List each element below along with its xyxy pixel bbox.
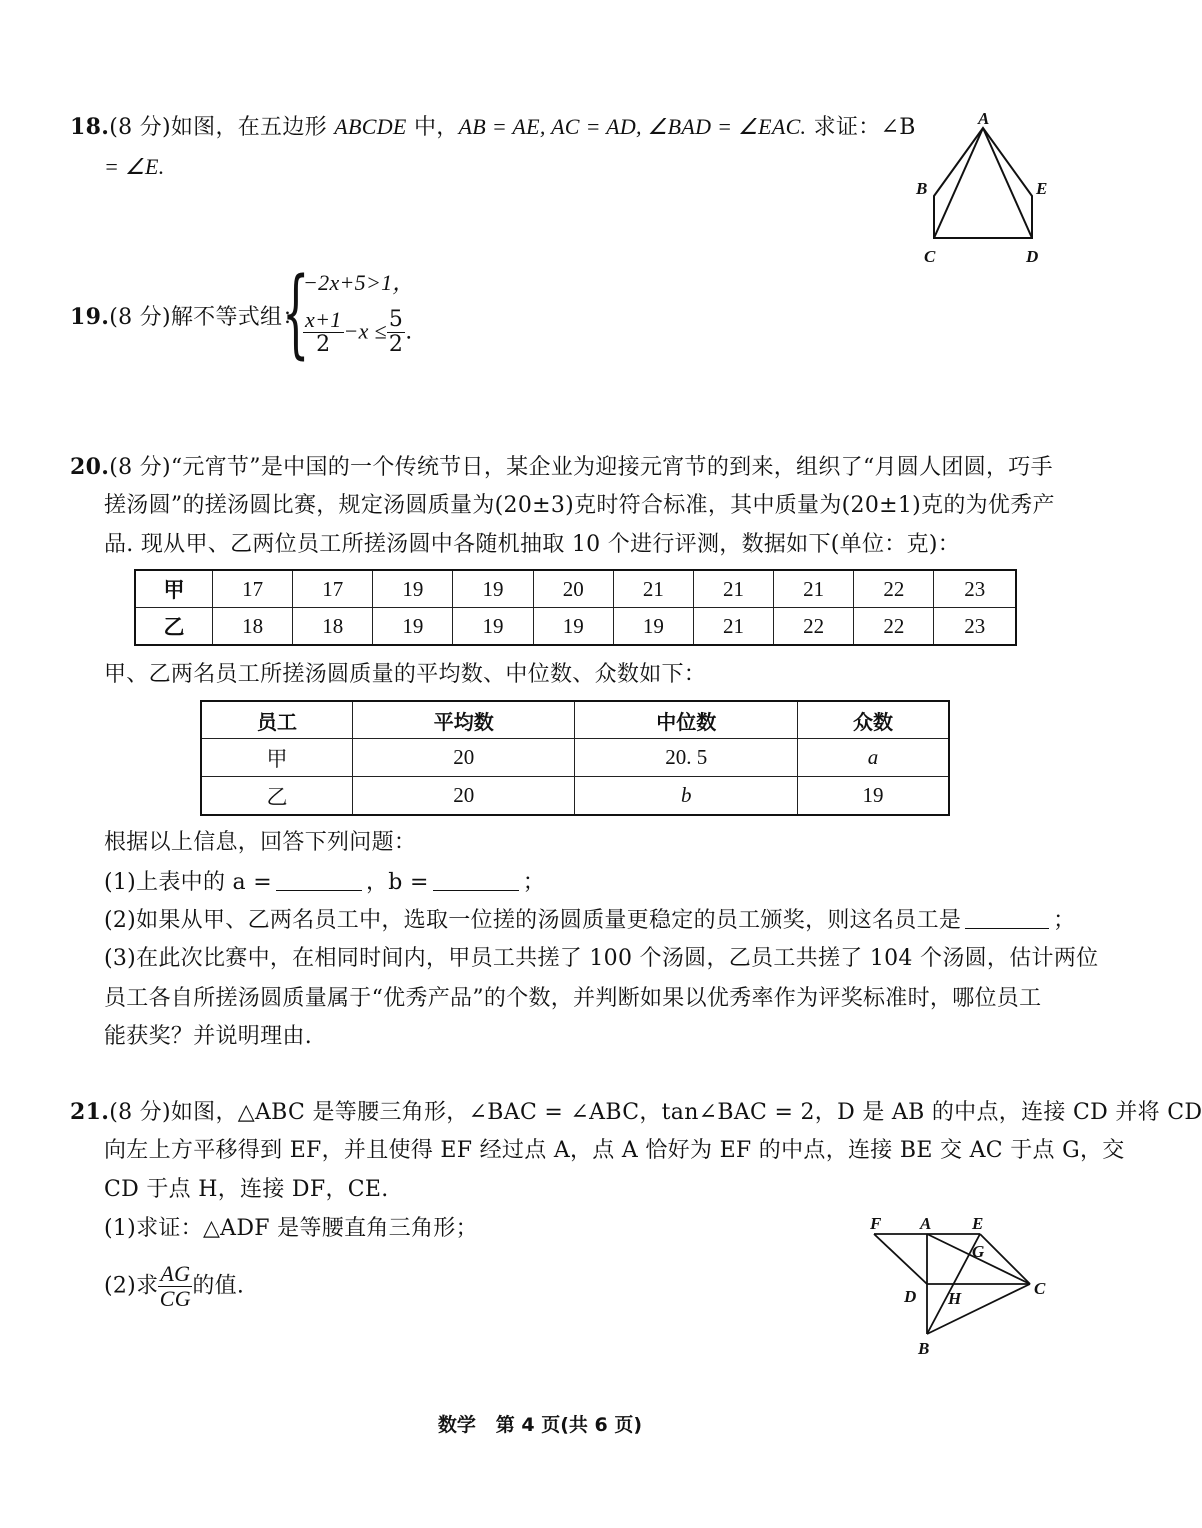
segment-EC — [980, 1234, 1030, 1284]
q20-stats-intro: 甲、乙两名员工所搓汤圆质量的平均数、中位数、众数如下： — [104, 662, 707, 687]
header-mean: 平均数 — [352, 701, 575, 739]
q21-line2: 向左上方平移得到 EF，并且使得 EF 经过点 A，点 A 恰好为 EF 的中点，连接 BE 交 AC 于点 G，交 — [104, 1138, 1125, 1163]
table-cell: a — [798, 739, 949, 777]
table-cell: b — [575, 777, 798, 816]
q20-p1-b: ，b = — [366, 870, 429, 895]
q19-end: . — [405, 319, 413, 345]
q19-mid: −x ≤ — [343, 318, 387, 344]
header-employee: 员工 — [201, 701, 352, 739]
q18-line1 — [70, 112, 916, 143]
q20-p1-end: ； — [522, 870, 546, 895]
q18-text-a: 如图，在五边形 — [170, 115, 327, 140]
q20-text-1: “元宵节”是中国的一个传统节日，某企业为迎接元宵节的到来，组织了“月圆人团圆，巧手 — [170, 455, 1053, 480]
q21-number: 21. — [70, 1099, 110, 1125]
q20-part1 — [104, 868, 545, 898]
footer-subject: 数学 — [437, 1414, 476, 1436]
q20-number: 20. — [70, 454, 110, 480]
q21-p2-pre: (2)求 — [104, 1273, 159, 1299]
table-cell: 21 — [693, 570, 773, 608]
q19-line — [70, 302, 305, 333]
q21-frac-denominator: CG — [159, 1286, 191, 1311]
q18-text-b: 中， — [413, 115, 459, 140]
q19-text: 解不等式组： — [170, 305, 305, 330]
q18-text-c: 求证：∠B — [813, 115, 916, 140]
table-cell: 19 — [453, 570, 533, 608]
table-row — [135, 608, 1016, 646]
q20-line3: 品. 现从甲、乙两位员工所搓汤圆中各随机抽取 10 个进行评测，数据如下(单位：克)： — [104, 532, 961, 557]
table-cell: 22 — [854, 608, 934, 646]
label-E: E — [1036, 179, 1048, 198]
label-A: A — [920, 1214, 932, 1233]
q19-frac2-denominator: 2 — [388, 332, 404, 357]
label-F: F — [870, 1214, 882, 1233]
page-footer — [0, 1410, 1080, 1437]
table-cell: 19 — [373, 608, 453, 646]
table-row — [135, 570, 1016, 608]
q21-line1 — [70, 1097, 1202, 1128]
q19-score: (8 分) — [109, 305, 171, 330]
table-row — [201, 777, 949, 816]
table-header-row — [201, 701, 949, 739]
table-cell: 19 — [798, 777, 949, 816]
label-B: B — [918, 1339, 930, 1358]
label-A: A — [978, 109, 990, 128]
q18-number: 18. — [70, 114, 110, 140]
table-cell: 17 — [213, 570, 293, 608]
label-H: H — [948, 1289, 962, 1308]
q21-text-1: 如图，△ABC 是等腰三角形，∠BAC = ∠ABC，tan∠BAC = 2，D 是 AB 的中点，连接 CD 并将 CD — [170, 1100, 1202, 1125]
header-mode: 众数 — [798, 701, 949, 739]
q19-fraction-2 — [387, 308, 405, 357]
q18-conclusion: = ∠E. — [104, 154, 165, 179]
q21-p2-post: 的值. — [192, 1273, 245, 1299]
q20-part2 — [104, 906, 1075, 936]
table-cell: 21 — [613, 570, 693, 608]
table-cell: 19 — [533, 608, 613, 646]
q20-line1 — [70, 452, 1053, 483]
table-cell: 21 — [774, 570, 854, 608]
table-cell: 20 — [533, 570, 613, 608]
answer-blank-b[interactable] — [433, 870, 519, 891]
table-cell: 23 — [934, 608, 1016, 646]
q19-number: 19. — [70, 304, 110, 330]
answer-blank-employee[interactable] — [965, 908, 1049, 929]
q21-frac-numerator: AG — [160, 1261, 191, 1286]
segment-AC — [934, 128, 983, 238]
label-G: G — [972, 1242, 985, 1261]
q19-ineq1-text: −2x+5>1， — [303, 270, 415, 295]
q18-line2 — [104, 152, 165, 183]
stats-table — [200, 700, 950, 816]
table-cell: 乙 — [201, 777, 352, 816]
triangle-figure — [862, 1212, 1062, 1362]
answer-blank-a[interactable] — [276, 870, 362, 891]
q19-fraction-1 — [303, 308, 344, 357]
segment-BC — [927, 1284, 1030, 1334]
table-cell: 18 — [213, 608, 293, 646]
label-C: C — [1034, 1279, 1046, 1298]
q19-inequality-1 — [303, 268, 415, 299]
system-brace: { — [282, 257, 310, 369]
table-cell: 22 — [774, 608, 854, 646]
table-cell: 22 — [854, 570, 934, 608]
table-cell: 20 — [352, 777, 575, 816]
pentagon-figure — [912, 109, 1052, 272]
q21-fraction — [158, 1262, 192, 1311]
q20-part3-line3: 能获奖？并说明理由. — [104, 1024, 312, 1049]
table-cell: 21 — [693, 608, 773, 646]
q19-frac1-denominator: 2 — [316, 332, 331, 357]
segment-AD — [983, 128, 1032, 238]
q20-p1-a: (1)上表中的 a = — [104, 870, 272, 895]
q19-frac2-numerator: 5 — [388, 307, 404, 332]
q20-part3-line2: 员工各自所搓汤圆质量属于“优秀产品”的个数，并判断如果以优秀率作为评奖标准时，哪位员工 — [104, 986, 1042, 1011]
label-D: D — [1026, 247, 1039, 266]
table-cell: 19 — [453, 608, 533, 646]
q20-p2-end: ； — [1053, 908, 1076, 933]
table-cell: 20 — [352, 739, 575, 777]
segment-FD — [874, 1234, 927, 1284]
header-median: 中位数 — [575, 701, 798, 739]
q18-conditions: AB = AE, AC = AD, ∠BAD = ∠EAC. — [458, 114, 807, 139]
q20-prompt: 根据以上信息，回答下列问题： — [104, 830, 417, 855]
q19-inequality-2 — [303, 308, 413, 357]
q20-p2-text: (2)如果从甲、乙两名员工中，选取一位搓的汤圆质量更稳定的员工颁奖，则这名员工是 — [104, 908, 962, 933]
label-E: E — [972, 1214, 984, 1233]
q21-part2 — [104, 1262, 244, 1311]
q18-score: (8 分) — [109, 115, 171, 140]
q21-part1: (1)求证：△ADF 是等腰直角三角形； — [104, 1216, 478, 1241]
label-C: C — [924, 247, 936, 266]
q20-score: (8 分) — [109, 455, 171, 480]
table-row — [201, 739, 949, 777]
table-cell: 19 — [373, 570, 453, 608]
q20-part3-line1: (3)在此次比赛中，在相同时间内，甲员工共搓了 100 个汤圆，乙员工共搓了 104 个汤圆，估计两位 — [104, 946, 1099, 971]
q21-line3: CD 于点 H，连接 DF，CE. — [104, 1177, 389, 1202]
table-cell: 19 — [613, 608, 693, 646]
q20-line2: 搓汤圆”的搓汤圆比赛，规定汤圆质量为(20±3)克时符合标准，其中质量为(20±1)克的为优秀产 — [104, 493, 1055, 518]
table-cell: 20. 5 — [575, 739, 798, 777]
q21-score: (8 分) — [109, 1100, 171, 1125]
label-D: D — [904, 1287, 917, 1306]
label-B: B — [916, 179, 928, 198]
q19-frac1-numerator: x+1 — [305, 307, 342, 332]
row-label-jia: 甲 — [135, 570, 213, 608]
table-cell: 23 — [934, 570, 1016, 608]
mass-data-table — [134, 569, 1017, 646]
q18-pentagon-name: ABCDE — [334, 114, 407, 139]
row-label-yi: 乙 — [135, 608, 213, 646]
footer-page-number: 第 4 页(共 6 页) — [495, 1414, 643, 1436]
table-cell: 甲 — [201, 739, 352, 777]
table-cell: 17 — [293, 570, 373, 608]
table-cell: 18 — [293, 608, 373, 646]
